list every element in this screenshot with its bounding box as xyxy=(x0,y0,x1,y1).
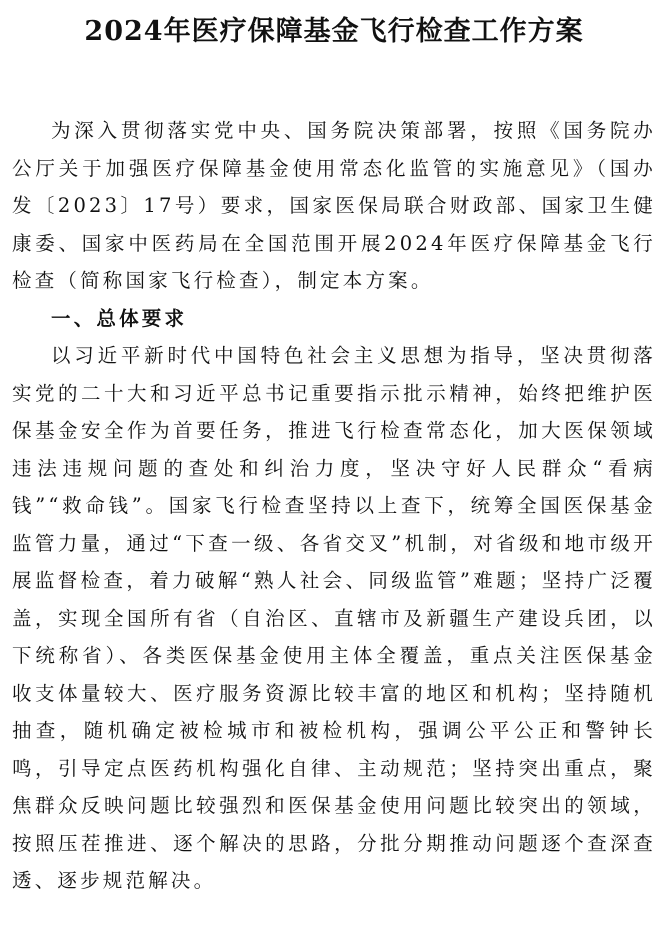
section-heading: 一、总体要求 xyxy=(51,306,188,330)
section-paragraph: 以习近平新时代中国特色社会主义思想为指导，坚决贯彻落实党的二十大和习近平总书记重要指示批示精神，始终把维护医保基金安全作为首要任务，推进飞行检查常态化，加大医保领域违法违规问题的查处和纠治力度，坚决守好人民群众“看病钱”“救命钱”。国家飞行检查坚持以上查下，统筹全国医保基金监管力量，通过“下查一级、各省交叉”机制，对省级和地市级开展监督检查，着力破解“熟人社会、同级监管”难题；坚持广泛覆盖，实现全国所有省（自治区、直辖市及新疆生产建设兵团，以下统称省）、各类医保基金使用主体全覆盖，重点关注医保基金收支体量较大、医疗服务资源比较丰富的地区和机构；坚持随机抽查，随机确定被检城市和被检机构，强调公平公正和警钟长鸣，引导定点医药机构强化自律、主动规范；坚持突出重点，聚焦群众反映问题比较强烈和医保基金使用问题比较突出的领域，按照压茬推进、逐个解决的思路，分批分期推动问题逐个查深查透、逐步规范解决。 xyxy=(12,344,656,892)
document-body xyxy=(12,112,656,900)
intro-paragraph: 为深入贯彻落实党中央、国务院决策部署，按照《国务院办公厅关于加强医疗保障基金使用常态化监管的实施意见》（国办发〔2023〕17号）要求，国家医保局联合财政部、国家卫生健康委、国家中医药局在全国范围开展2024年医疗保障基金飞行检查（简称国家飞行检查），制定本方案。 xyxy=(12,119,656,292)
document-title: 2024年医疗保障基金飞行检查工作方案 xyxy=(84,16,584,47)
